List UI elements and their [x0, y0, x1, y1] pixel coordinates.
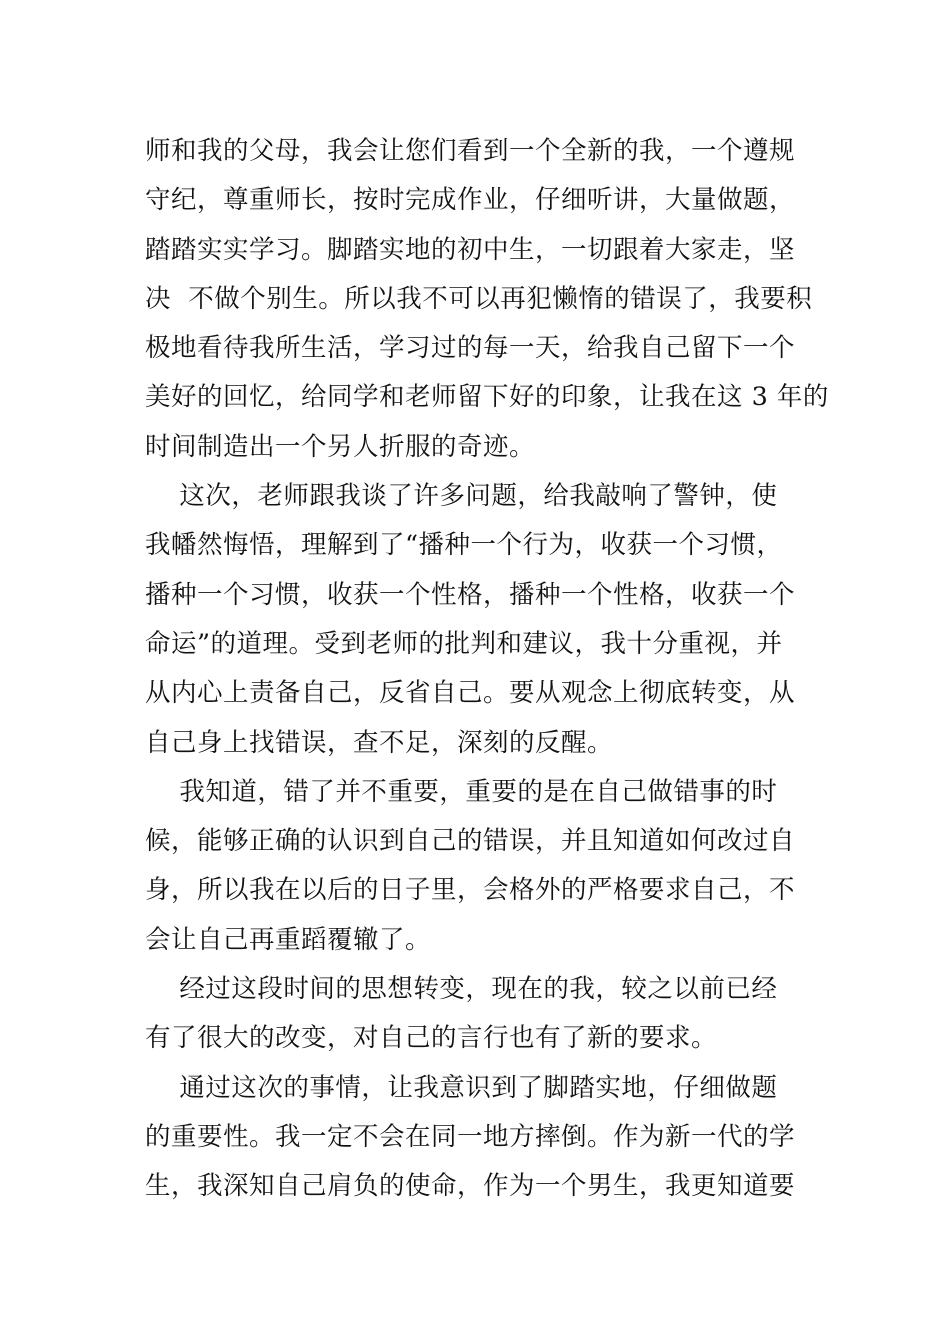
paragraph	[145, 965, 807, 1064]
text-line: 踏踏实实学习。脚踏实地的初中生，一切跟着大家走，坚	[145, 234, 796, 265]
text-line: 我幡然悔悟，理解到了“播种一个行为，收获一个习惯，	[145, 530, 783, 561]
document-body	[145, 127, 829, 1212]
text-line: 从内心上责备自己，反省自己。要从观念上彻底转变，从	[145, 678, 796, 709]
text-line: 决 不做个别生。所以我不可以再犯懒惰的错误了，我要积	[145, 283, 813, 314]
text-line: 守纪，尊重师长，按时完成作业，仔细听讲，大量做题，	[145, 185, 796, 216]
text-line: 经过这段时间的思想转变，现在的我，较之以前已经	[145, 974, 778, 1005]
text-line: 有了很大的改变，对自己的言行也有了新的要求。	[145, 1023, 718, 1054]
text-line: 会让自己再重蹈覆辙了。	[145, 924, 432, 955]
text-line: 美好的回忆，给同学和老师留下好的印象，让我在这 3 年的	[145, 382, 829, 413]
paragraph	[145, 768, 807, 965]
paragraph	[145, 127, 829, 472]
text-line: 这次，老师跟我谈了许多问题，给我敲响了警钟，使	[145, 481, 778, 512]
paragraph	[145, 472, 807, 768]
text-line: 时间制造出一个另人折服的奇迹。	[145, 431, 536, 462]
paragraph	[145, 1064, 807, 1212]
text-line: 身，所以我在以后的日子里，会格外的严格要求自己，不	[145, 875, 796, 906]
text-line: 命运”的道理。受到老师的批判和建议，我十分重视，并	[145, 628, 783, 659]
text-line: 候，能够正确的认识到自己的错误，并且知道如何改过自	[145, 826, 796, 857]
text-line: 师和我的父母，我会让您们看到一个全新的我，一个遵规	[145, 136, 796, 166]
text-line: 通过这次的事情，让我意识到了脚踏实地，仔细做题	[145, 1072, 778, 1103]
text-line: 播种一个习惯，收获一个性格，播种一个性格，收获一个	[145, 579, 796, 610]
text-line: 极地看待我所生活，学习过的每一天，给我自己留下一个	[145, 333, 796, 364]
text-line: 自己身上找错误，查不足，深刻的反醒。	[145, 727, 614, 758]
text-line: 生，我深知自己肩负的使命，作为一个男生，我更知道要	[145, 1171, 796, 1202]
text-line: 的重要性。我一定不会在同一地方摔倒。作为新一代的学	[145, 1121, 796, 1152]
text-line: 我知道，错了并不重要，重要的是在自己做错事的时	[145, 776, 778, 807]
